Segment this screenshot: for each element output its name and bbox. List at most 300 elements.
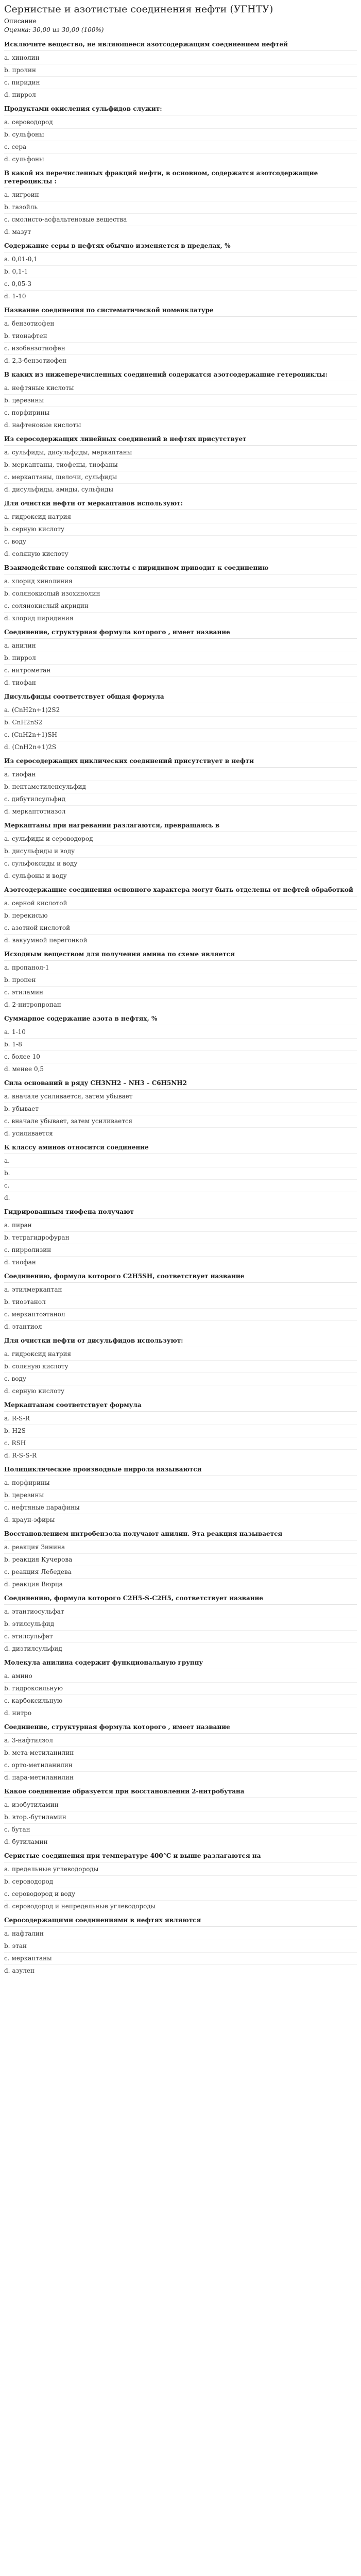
question-block bbox=[4, 104, 357, 165]
answer-option bbox=[4, 962, 357, 974]
option-text: этилсульфид bbox=[12, 1620, 55, 1628]
answer-option bbox=[4, 1232, 357, 1244]
option-text: серную кислоту bbox=[12, 526, 65, 533]
question-text: В каких из нижеперечисленных соединений содержатся азотсодержащие гетероциклы: bbox=[4, 369, 357, 381]
option-letter: c. bbox=[4, 989, 10, 996]
option-letter: b. bbox=[4, 332, 10, 340]
question-text: Продуктами окисления сульфидов служит: bbox=[4, 104, 357, 115]
answer-options bbox=[4, 1477, 357, 1526]
question-text: Содержание серы в нефтях обычно изменяется в пределах, % bbox=[4, 241, 357, 252]
answer-option bbox=[4, 1103, 357, 1115]
option-letter: b. bbox=[4, 654, 10, 662]
option-letter: b. bbox=[4, 1556, 10, 1563]
option-letter: d. bbox=[4, 1194, 10, 1201]
option-text: серную кислоту bbox=[12, 1387, 65, 1395]
option-text: усиливается bbox=[12, 1130, 53, 1137]
question-block bbox=[4, 627, 357, 689]
answer-option bbox=[4, 459, 357, 471]
option-letter: c. bbox=[4, 1504, 10, 1511]
option-text: этилсульфат bbox=[11, 1633, 53, 1640]
option-letter: a. bbox=[4, 835, 10, 842]
answer-option bbox=[4, 395, 357, 407]
option-text: сера bbox=[11, 143, 27, 150]
option-letter: b. bbox=[4, 1105, 10, 1112]
answer-option bbox=[4, 1450, 357, 1462]
option-text: этиламин bbox=[11, 989, 44, 996]
answer-option bbox=[4, 1244, 357, 1257]
option-text: хлорид пиридиния bbox=[12, 615, 74, 622]
option-text: тиофан bbox=[12, 1259, 36, 1266]
question-block bbox=[4, 1013, 357, 1075]
question-text: В какой из перечисленных фракций нефти, в основном, содержатся азотсодержащие гетероциклы : bbox=[4, 168, 357, 188]
answer-option bbox=[4, 129, 357, 141]
answer-option bbox=[4, 511, 357, 523]
question-block bbox=[4, 949, 357, 1011]
answer-option bbox=[4, 447, 357, 459]
option-letter: b. bbox=[4, 783, 10, 790]
option-letter: a. bbox=[4, 578, 10, 585]
answer-option bbox=[4, 214, 357, 226]
answer-option bbox=[4, 1631, 357, 1643]
option-letter: b. bbox=[4, 1363, 10, 1370]
question-block bbox=[4, 691, 357, 753]
option-letter: a. bbox=[4, 1866, 10, 1873]
answer-option bbox=[4, 575, 357, 588]
answer-option bbox=[4, 613, 357, 624]
question-block bbox=[4, 498, 357, 560]
answer-options bbox=[4, 769, 357, 818]
option-text: хинолин bbox=[11, 54, 40, 61]
answer-option bbox=[4, 1965, 357, 1977]
answer-option bbox=[4, 1643, 357, 1655]
option-text: сероводород и воду bbox=[11, 1890, 76, 1897]
option-text: гидроксид натрия bbox=[11, 1350, 72, 1358]
option-text: солянокислый акридин bbox=[11, 602, 89, 609]
answer-options bbox=[4, 962, 357, 1011]
question-text: Азотсодержащие соединения основного характера могут быть отделены от нефтей обработкой bbox=[4, 885, 357, 896]
option-letter: a. bbox=[4, 384, 10, 392]
question-block bbox=[4, 1529, 357, 1590]
option-text: пиран bbox=[11, 1222, 32, 1229]
question-text: Суммарное содержание азота в нефтях, % bbox=[4, 1013, 357, 1025]
option-text: меркаптотиазол bbox=[12, 808, 66, 815]
question-block bbox=[4, 1207, 357, 1268]
question-text: Для очистки нефти от меркаптанов используют: bbox=[4, 498, 357, 510]
option-text: этантиосульфат bbox=[11, 1608, 64, 1615]
option-letter: a. bbox=[4, 449, 10, 456]
answer-option bbox=[4, 343, 357, 355]
option-letter: d. bbox=[4, 486, 10, 493]
option-text: сероводород bbox=[12, 1878, 54, 1885]
option-letter: d. bbox=[4, 872, 10, 879]
answer-option bbox=[4, 1321, 357, 1333]
answer-option bbox=[4, 1192, 357, 1204]
option-letter: d. bbox=[4, 228, 10, 235]
option-text: гидроксид натрия bbox=[11, 513, 72, 520]
answer-option bbox=[4, 64, 357, 77]
option-letter: b. bbox=[4, 204, 10, 211]
question-text: Гидрированным тиофена получают bbox=[4, 1207, 357, 1218]
option-letter: b. bbox=[4, 1878, 10, 1885]
option-letter: c. bbox=[4, 1633, 10, 1640]
option-letter: a. bbox=[4, 256, 10, 263]
option-text: меркаптаны, щелочи, сульфиды bbox=[11, 473, 117, 481]
answer-option bbox=[4, 1566, 357, 1579]
option-text: 1-10 bbox=[11, 1028, 26, 1036]
option-letter: d. bbox=[4, 1323, 10, 1330]
answer-option bbox=[4, 652, 357, 665]
question-text: Какое соединение образуется при восстановлении 2-нитробутана bbox=[4, 1786, 357, 1798]
answer-option bbox=[4, 1863, 357, 1876]
option-letter: d. bbox=[4, 1130, 10, 1137]
answer-option bbox=[4, 1361, 357, 1373]
option-text: 2-нитропропан bbox=[12, 1001, 61, 1008]
answer-option bbox=[4, 1695, 357, 1707]
answer-option bbox=[4, 189, 357, 201]
option-text: тетрагидрофуран bbox=[12, 1234, 70, 1241]
option-text: сероводород bbox=[11, 118, 53, 126]
option-letter: d. bbox=[4, 1903, 10, 1910]
option-text: сероводород и непредельные углеводороды bbox=[12, 1903, 156, 1910]
answer-options bbox=[4, 1284, 357, 1333]
option-text: пиррол bbox=[12, 91, 36, 98]
option-letter: a. bbox=[4, 1157, 10, 1164]
question-block bbox=[4, 39, 357, 101]
option-letter: a. bbox=[4, 900, 10, 907]
option-letter: a. bbox=[4, 964, 10, 971]
option-letter: a. bbox=[4, 1608, 10, 1615]
option-letter: b. bbox=[4, 1170, 10, 1177]
option-letter: d. bbox=[4, 550, 10, 557]
question-text: Взаимодействие соляной кислоты с пиридином приводит к соединению bbox=[4, 563, 357, 574]
answer-options bbox=[4, 1735, 357, 1784]
answer-options bbox=[4, 1541, 357, 1590]
option-text: CnH2nS2 bbox=[12, 719, 43, 726]
answer-options bbox=[4, 833, 357, 882]
question-text: Соединение, структурная формула которого , имеет название bbox=[4, 627, 357, 639]
answer-option bbox=[4, 833, 357, 845]
answer-options bbox=[4, 189, 357, 238]
answer-option bbox=[4, 1747, 357, 1759]
option-text: тионафтен bbox=[12, 332, 47, 340]
option-text: воду bbox=[11, 1375, 26, 1382]
option-letter: a. bbox=[4, 118, 10, 126]
question-block bbox=[4, 1786, 357, 1848]
option-text: этан bbox=[12, 1942, 27, 1950]
option-text: тиофан bbox=[12, 679, 36, 686]
option-text: (CnH2n+1)2S2 bbox=[11, 706, 60, 714]
answer-option bbox=[4, 1385, 357, 1397]
option-text: мета-метиланилин bbox=[12, 1749, 74, 1756]
answer-option bbox=[4, 1155, 357, 1167]
option-text: пиридин bbox=[11, 79, 40, 86]
answer-option bbox=[4, 1836, 357, 1848]
question-block bbox=[4, 1400, 357, 1462]
option-letter: c. bbox=[4, 860, 10, 867]
question-text: Исключите вещество, не являющееся азотсодержащим соединением нефтей bbox=[4, 39, 357, 51]
answer-option bbox=[4, 677, 357, 689]
question-block bbox=[4, 305, 357, 367]
option-letter: d. bbox=[4, 1259, 10, 1266]
option-letter: a. bbox=[4, 1028, 10, 1036]
question-block bbox=[4, 563, 357, 624]
option-text: сульфиды и сероводород bbox=[11, 835, 93, 842]
option-text: нитрометан bbox=[11, 667, 51, 674]
question-block bbox=[4, 756, 357, 818]
option-text: сульфоны bbox=[12, 131, 44, 138]
option-text: бутан bbox=[11, 1826, 30, 1833]
answer-option bbox=[4, 1437, 357, 1450]
option-letter: c. bbox=[4, 1697, 10, 1704]
answer-option bbox=[4, 897, 357, 910]
option-letter: a. bbox=[4, 320, 10, 327]
option-letter: a. bbox=[4, 513, 10, 520]
answer-option bbox=[4, 665, 357, 677]
answer-options bbox=[4, 1670, 357, 1719]
option-text: вначале убывает, затем усиливается bbox=[11, 1117, 133, 1125]
question-text: Сила оснований в ряду CH3NH2 – NH3 – C6H5NH2 bbox=[4, 1078, 357, 1090]
answer-option bbox=[4, 806, 357, 818]
option-letter: b. bbox=[4, 526, 10, 533]
answer-options bbox=[4, 897, 357, 946]
question-text: Дисульфиды соответствует общая формула bbox=[4, 691, 357, 703]
option-letter: b. bbox=[4, 1234, 10, 1241]
option-letter: d. bbox=[4, 1774, 10, 1781]
question-text: Название соединения по систематической номенклатуре bbox=[4, 305, 357, 317]
option-text: бутиламин bbox=[12, 1838, 48, 1845]
option-text: дибутилсульфид bbox=[11, 795, 66, 803]
option-text: этантиол bbox=[12, 1323, 42, 1330]
option-text: дисульфиды и воду bbox=[12, 848, 75, 855]
option-letter: b. bbox=[4, 590, 10, 597]
option-letter: d. bbox=[4, 808, 10, 815]
option-text: нафтеновые кислоты bbox=[12, 421, 81, 429]
option-letter: b. bbox=[4, 1041, 10, 1048]
answer-option bbox=[4, 793, 357, 806]
option-letter: c. bbox=[4, 924, 10, 931]
answer-options bbox=[4, 575, 357, 624]
question-block bbox=[4, 820, 357, 882]
answer-option bbox=[4, 870, 357, 882]
option-letter: b. bbox=[4, 1942, 10, 1950]
option-text: 1-10 bbox=[12, 293, 26, 300]
option-letter: d. bbox=[4, 615, 10, 622]
answer-option bbox=[4, 89, 357, 101]
option-text: реакция Лебедева bbox=[11, 1568, 72, 1575]
option-text: тиофан bbox=[11, 771, 36, 778]
option-letter: c. bbox=[4, 1053, 10, 1060]
option-letter: b. bbox=[4, 848, 10, 855]
option-letter: b. bbox=[4, 1427, 10, 1434]
option-letter: a. bbox=[4, 642, 10, 649]
option-letter: c. bbox=[4, 1117, 10, 1125]
option-text: мазут bbox=[12, 228, 31, 235]
option-letter: a. bbox=[4, 1544, 10, 1551]
answer-option bbox=[4, 116, 357, 129]
answer-option bbox=[4, 471, 357, 484]
option-text: воду bbox=[11, 538, 26, 545]
option-text: изобензотиофен bbox=[11, 345, 65, 352]
question-text: Серистые соединения при температуре 400°С и выше разлагаются на bbox=[4, 1851, 357, 1862]
option-letter: a. bbox=[4, 191, 10, 198]
option-text: (CnH2n+1)2S bbox=[12, 743, 57, 751]
option-letter: d. bbox=[4, 679, 10, 686]
answer-option bbox=[4, 1180, 357, 1192]
option-letter: c. bbox=[4, 1568, 10, 1575]
option-letter: d. bbox=[4, 357, 10, 364]
answer-options bbox=[4, 382, 357, 431]
document-title: Сернистые и азотистые соединения нефти (УГНТУ) bbox=[4, 4, 273, 15]
question-block bbox=[4, 1271, 357, 1333]
answer-option bbox=[4, 330, 357, 343]
answer-option bbox=[4, 1284, 357, 1296]
option-text: солянокислый изохинолин bbox=[12, 590, 100, 597]
option-letter: b. bbox=[4, 1298, 10, 1306]
answer-option bbox=[4, 769, 357, 781]
question-block bbox=[4, 1657, 357, 1719]
option-letter: b. bbox=[4, 719, 10, 726]
answer-option bbox=[4, 781, 357, 793]
answer-options bbox=[4, 1606, 357, 1655]
option-text: церезины bbox=[12, 397, 44, 404]
option-text: нефтяные парафины bbox=[11, 1504, 80, 1511]
option-letter: c. bbox=[4, 731, 10, 738]
answer-option bbox=[4, 729, 357, 741]
option-text: этилмеркаптан bbox=[11, 1286, 62, 1293]
option-letter: d. bbox=[4, 156, 10, 163]
answer-option bbox=[4, 717, 357, 729]
option-letter: d. bbox=[4, 421, 10, 429]
answer-option bbox=[4, 1707, 357, 1719]
option-text: 0,01-0,1 bbox=[11, 256, 38, 263]
answer-option bbox=[4, 922, 357, 935]
question-text: Полициклические производные пиррола называются bbox=[4, 1464, 357, 1476]
option-text: вакуумной перегонкой bbox=[12, 937, 88, 944]
answer-option bbox=[4, 226, 357, 238]
answer-option bbox=[4, 253, 357, 266]
answer-options bbox=[4, 52, 357, 101]
option-text: 3-нафтилзол bbox=[11, 1737, 53, 1744]
option-letter: b. bbox=[4, 1492, 10, 1499]
answer-option bbox=[4, 1618, 357, 1631]
option-text: убывает bbox=[12, 1105, 39, 1112]
option-letter: b. bbox=[4, 1685, 10, 1692]
answer-option bbox=[4, 1579, 357, 1590]
question-block bbox=[4, 168, 357, 238]
option-text: 0,05-3 bbox=[11, 280, 31, 287]
answer-option bbox=[4, 355, 357, 367]
answer-options bbox=[4, 1026, 357, 1075]
answer-option bbox=[4, 484, 357, 496]
option-text: реакция Вюрца bbox=[12, 1581, 63, 1588]
option-letter: c. bbox=[4, 1955, 10, 1962]
option-text: бензотиофен bbox=[11, 320, 55, 327]
answer-option bbox=[4, 845, 357, 858]
option-text: R-S-S-R bbox=[12, 1452, 37, 1459]
answer-option bbox=[4, 548, 357, 560]
answer-option bbox=[4, 201, 357, 214]
option-letter: d. bbox=[4, 1967, 10, 1974]
option-letter: c. bbox=[4, 1375, 10, 1382]
option-text: реакция Зинина bbox=[11, 1544, 65, 1551]
option-text: азулен bbox=[12, 1967, 35, 1974]
option-letter: b. bbox=[4, 461, 10, 468]
option-text: амино bbox=[11, 1672, 32, 1680]
option-letter: a. bbox=[4, 1801, 10, 1808]
option-letter: c. bbox=[4, 795, 10, 803]
option-letter: d. bbox=[4, 1452, 10, 1459]
option-text: реакция Кучерова bbox=[12, 1556, 73, 1563]
option-text: газойль bbox=[12, 204, 38, 211]
option-text: R-S-R bbox=[11, 1415, 30, 1422]
answer-option bbox=[4, 974, 357, 987]
option-letter: a. bbox=[4, 1350, 10, 1358]
question-block bbox=[4, 1722, 357, 1784]
answer-option bbox=[4, 52, 357, 64]
option-text: вначале усиливается, затем убывает bbox=[11, 1093, 133, 1100]
option-letter: c. bbox=[4, 602, 10, 609]
answer-option bbox=[4, 910, 357, 922]
answer-options bbox=[4, 511, 357, 560]
option-text: 0,1-1 bbox=[12, 268, 28, 275]
question-block bbox=[4, 1078, 357, 1140]
option-text: тиоэтанол bbox=[12, 1298, 46, 1306]
answer-option bbox=[4, 1824, 357, 1836]
option-text: меркаптаны bbox=[11, 1955, 52, 1962]
answer-options bbox=[4, 1348, 357, 1397]
question-block bbox=[4, 1464, 357, 1526]
question-text: Меркаптаны при нагревании разлагаются, превращаясь в bbox=[4, 820, 357, 832]
option-letter: a. bbox=[4, 1093, 10, 1100]
option-letter: a. bbox=[4, 1672, 10, 1680]
answer-options bbox=[4, 116, 357, 165]
option-text: церезины bbox=[12, 1492, 44, 1499]
option-text: втор.-бутиламин bbox=[12, 1814, 66, 1821]
score-text: Оценка: 30,00 из 30,00 (100%) bbox=[4, 26, 104, 33]
answer-options bbox=[4, 1413, 357, 1462]
answer-option bbox=[4, 987, 357, 999]
question-block bbox=[4, 1915, 357, 1977]
answer-option bbox=[4, 1091, 357, 1103]
option-letter: d. bbox=[4, 293, 10, 300]
answer-option bbox=[4, 1811, 357, 1824]
option-text: сульфиды, дисульфиды, меркаптаны bbox=[11, 449, 132, 456]
answer-options bbox=[4, 447, 357, 496]
option-text: пентаметиленсульфид bbox=[12, 783, 86, 790]
answer-options bbox=[4, 253, 357, 302]
answer-option bbox=[4, 1296, 357, 1309]
answer-option bbox=[4, 1039, 357, 1051]
option-text: перекисью bbox=[12, 912, 48, 919]
question-text: Молекула анилина содержит функциональную группу bbox=[4, 1657, 357, 1669]
answer-option bbox=[4, 1928, 357, 1940]
answer-option bbox=[4, 407, 357, 419]
answer-option bbox=[4, 1026, 357, 1039]
option-text: нефтяные кислоты bbox=[11, 384, 74, 392]
answer-option bbox=[4, 1759, 357, 1772]
option-letter: a. bbox=[4, 1415, 10, 1422]
answer-option bbox=[4, 1502, 357, 1514]
option-text: пирролизин bbox=[11, 1246, 51, 1253]
answer-option bbox=[4, 382, 357, 395]
answer-option bbox=[4, 1413, 357, 1425]
answer-option bbox=[4, 935, 357, 946]
question-block bbox=[4, 885, 357, 946]
option-letter: a. bbox=[4, 1222, 10, 1229]
question-text: Соединение, структурная формула которого , имеет название bbox=[4, 1722, 357, 1734]
answer-option bbox=[4, 1554, 357, 1566]
option-letter: d. bbox=[4, 1001, 10, 1008]
